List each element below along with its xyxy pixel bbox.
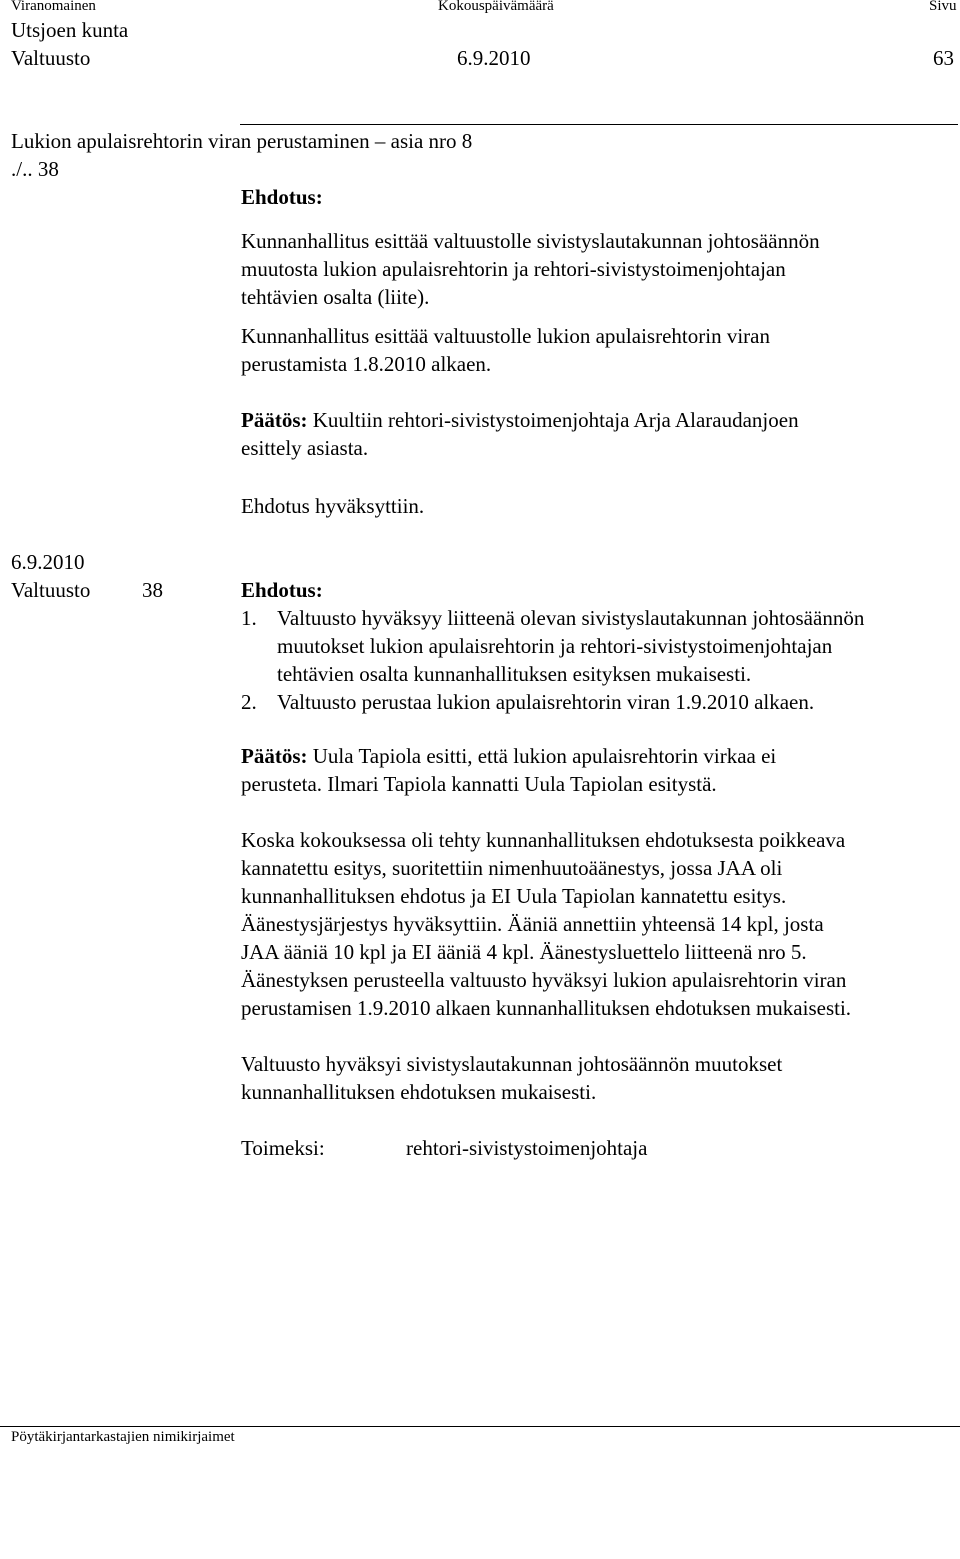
current-decision — [241, 742, 776, 798]
text-line: kunnanhallituksen ehdotus ja EI Uula Tapiolan kannatettu esitys. — [241, 884, 787, 908]
final-decision-paragraph — [241, 1050, 782, 1106]
text-line: tehtävien osalta (liite). — [241, 285, 430, 309]
header-authority-label: Viranomainen — [11, 0, 96, 14]
text-line: Kunnanhallitus esittää valtuustolle lukion apulaisrehtorin viran — [241, 324, 770, 348]
item-number: 1. — [241, 606, 257, 630]
action-value: rehtori-sivistystoimenjohtaja — [406, 1136, 648, 1160]
text-line: JAA ääniä 10 kpl ja EI ääniä 4 kpl. Äänestysluettelo liitteenä nro 5. — [241, 940, 807, 964]
vote-paragraph — [241, 826, 851, 1022]
previous-decision-text: Kuultiin rehtori-sivistystoimenjohtaja Arja Alaraudanjoen — [312, 408, 799, 432]
previous-proposal-paragraph-1 — [241, 227, 820, 311]
text-line: perusteta. Ilmari Tapiola kannatti Uula Tapiolan esitystä. — [241, 772, 717, 796]
text-line: Äänestysjärjestys hyväksyttiin. Ääniä annettiin yhteensä 14 kpl, josta — [241, 912, 824, 936]
item-number: 2. — [241, 690, 257, 714]
text-line: perustamista 1.8.2010 alkaen. — [241, 352, 492, 376]
text-line: Valtuusto hyväksyy liitteenä olevan sivistyslautakunnan johtosäännön — [277, 606, 865, 630]
text-line: muutosta lukion apulaisrehtorin ja rehtori-sivistystoimenjohtajan — [241, 257, 786, 281]
proposal-item-1 — [241, 604, 960, 688]
footer-signatures-label: Pöytäkirjantarkastajien nimikirjaimet — [11, 1429, 235, 1445]
text-line: Valtuusto perustaa lukion apulaisrehtorin viran 1.9.2010 alkaen. — [277, 690, 815, 714]
text-line: muutokset lukion apulaisrehtorin ja rehtori-sivistystoimenjohtajan — [277, 634, 833, 658]
current-proposal-label: Ehdotus: — [241, 578, 323, 602]
text-line: kannatettu esitys, suoritettiin nimenhuutoäänestys, jossa JAA oli — [241, 856, 783, 880]
subject-title: Lukion apulaisrehtorin viran perustaminen – asia nro 8 — [11, 129, 473, 153]
header-authority: Utsjoen kunta — [11, 18, 129, 42]
subject-reference: ./.. 38 — [11, 157, 59, 181]
proposal-item-2 — [241, 688, 960, 716]
action-label: Toimeksi: — [241, 1136, 325, 1160]
current-decision-text: Uula Tapiola esitti, että lukion apulaisrehtorin virkaa ei — [312, 744, 777, 768]
text-line: esittely asiasta. — [241, 436, 369, 460]
previous-proposal-label: Ehdotus: — [241, 185, 323, 209]
text-line: tehtävien osalta kunnanhallituksen esityksen mukaisesti. — [277, 662, 752, 686]
text-line: Kunnanhallitus esittää valtuustolle sivistyslautakunnan johtosäännön — [241, 229, 820, 253]
text-line: Äänestyksen perusteella valtuusto hyväksyi lukion apulaisrehtorin viran — [241, 968, 847, 992]
header-date: 6.9.2010 — [457, 46, 531, 70]
text-line: Koska kokouksessa oli tehty kunnanhallituksen ehdotuksesta poikkeava — [241, 828, 846, 852]
previous-decision — [241, 406, 799, 462]
current-body: Valtuusto — [11, 578, 91, 602]
text-line: kunnanhallituksen ehdotuksen mukaisesti. — [241, 1080, 597, 1104]
footer-divider — [0, 1426, 960, 1427]
current-date: 6.9.2010 — [11, 550, 85, 574]
header-date-label: Kokouspäivämäärä — [438, 0, 554, 14]
previous-proposal-paragraph-2 — [241, 322, 770, 378]
header-page-label: Sivu — [929, 0, 957, 14]
header-body: Valtuusto — [11, 46, 91, 70]
current-section: 38 — [142, 578, 163, 602]
header-divider — [240, 124, 958, 125]
current-decision-label: Päätös: — [241, 744, 308, 768]
text-line: Valtuusto hyväksyi sivistyslautakunnan johtosäännön muutokset — [241, 1052, 783, 1076]
previous-approved: Ehdotus hyväksyttiin. — [241, 494, 425, 518]
previous-decision-label: Päätös: — [241, 408, 308, 432]
text-line: perustamisen 1.9.2010 alkaen kunnanhallituksen ehdotuksen mukaisesti. — [241, 996, 852, 1020]
header-page-number: 63 — [933, 46, 954, 70]
